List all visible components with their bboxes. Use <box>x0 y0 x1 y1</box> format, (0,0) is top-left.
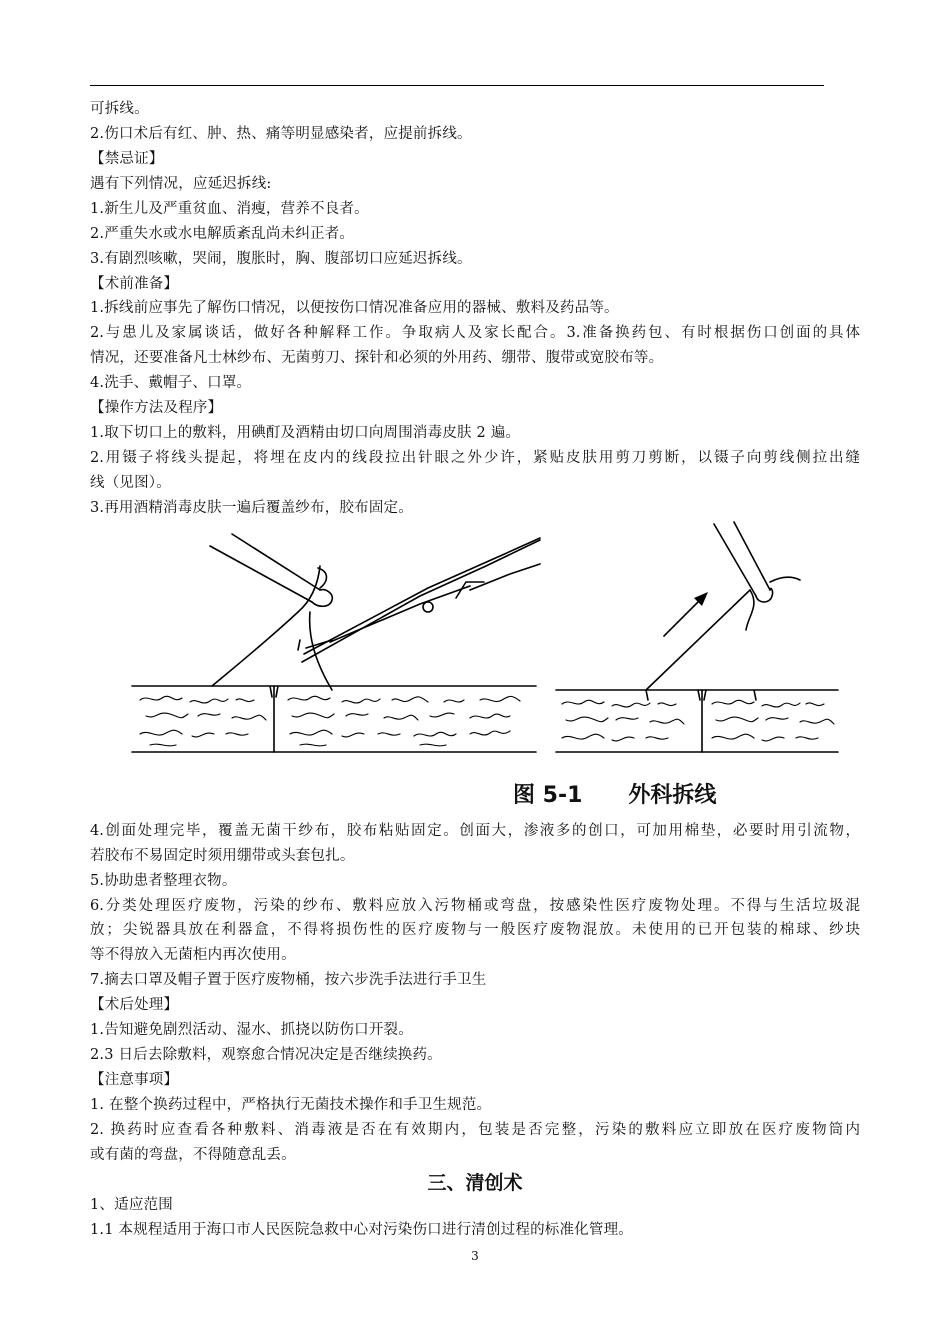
text-line: 3.有剧烈咳嗽，哭闹，腹胀时，胸、腹部切口应延迟拆线。 <box>90 251 472 267</box>
text-line: 线（见图）。 <box>90 475 171 491</box>
text-line: 放；尖锐器具放在利器盒，不得将损伤性的医疗废物与一般医疗废物混放。未使用的已开包装的棉球、纱块 <box>90 922 860 938</box>
text-line: 或有菌的弯盘，不得随意乱丢。 <box>90 1147 296 1163</box>
text-line: 5.协助患者整理衣物。 <box>90 873 237 889</box>
figure-number: 图 5-1 <box>513 783 583 808</box>
text-line: 2.严重失水或水电解质紊乱尚未纠正者。 <box>90 226 355 242</box>
text-line: 2.3 日后去除敷料，观察愈合情况决定是否继续换药。 <box>90 1047 442 1063</box>
page-number: 3 <box>471 1249 479 1263</box>
text-line: 3.再用酒精消毒皮肤一遍后覆盖纱布，胶布固定。 <box>90 500 413 516</box>
text-line: 2. 换药时应查看各种敷料、消毒液是否在有效期内，包装是否完整，污染的敷料应立即放在医疗废物筒内 <box>90 1122 860 1138</box>
text-line: 6.分类处理医疗废物，污染的纱布、敷料应放入污物桶或弯盘，按感染性医疗废物处理。不得与生活垃圾混 <box>90 898 860 914</box>
section-label: 【禁忌证】 <box>90 151 164 167</box>
section-label: 【注意事项】 <box>90 1072 179 1088</box>
text-line: 1.新生儿及严重贫血、消瘦，营养不良者。 <box>90 201 369 217</box>
text-line: 遇有下列情况，应延迟拆线: <box>90 176 272 192</box>
section-label: 【术后处理】 <box>90 997 179 1013</box>
text-line: 1. 在整个换药过程中，严格执行无菌技术操作和手卫生规范。 <box>90 1097 492 1113</box>
text-line: 4.创面处理完毕，覆盖无菌干纱布，胶布粘贴固定。创面大，渗液多的创口，可加用棉垫，必要时用引流物， <box>90 823 860 839</box>
text-line: 7.摘去口罩及帽子置于医疗废物桶，按六步洗手法进行手卫生 <box>90 972 487 988</box>
figure-title: 外科拆线 <box>628 783 717 808</box>
text-line: 若胶布不易固定时须用绷带或头套包扎。 <box>90 848 355 864</box>
section-heading: 三、清创术 <box>427 1172 523 1194</box>
text-line: 情况，还要准备凡士林纱布、无菌剪刀、探针和必须的外用药、绷带、腹带或宽胶布等。 <box>90 350 664 366</box>
text-line: 1.取下切口上的敷料，用碘酊及酒精由切口向周围消毒皮肤 2 遍。 <box>90 425 521 441</box>
text-line: 4.洗手、戴帽子、口罩。 <box>90 375 252 391</box>
text-line: 1.拆线前应事先了解伤口情况，以便按伤口情况准备应用的器械、敷料及药品等。 <box>90 300 619 316</box>
text-line: 等不得放入无菌柜内再次使用。 <box>90 947 296 963</box>
section-label: 【操作方法及程序】 <box>90 400 223 416</box>
text-line: 可拆线。 <box>90 101 149 117</box>
text-line: 2.伤口术后有红、肿、热、痛等明显感染者，应提前拆线。 <box>90 126 472 142</box>
section-label: 【术前准备】 <box>90 276 179 292</box>
text-line: 2.与患儿及家属谈话，做好各种解释工作。争取病人及家长配合。3.准备换药包、有时根据伤口创面的具体 <box>90 325 860 341</box>
text-line: 2.用镊子将线头提起，将埋在皮内的线段拉出针眼之外少许，紧贴皮肤用剪刀剪断，以镊子向剪线侧拉出缝 <box>90 450 860 466</box>
figure-caption <box>513 778 716 809</box>
text-line: 1、适应范围 <box>90 1197 173 1213</box>
text-line: 1.告知避免剧烈活动、湿水、抓挠以防伤口开裂。 <box>90 1022 413 1038</box>
text-line: 1.1 本规程适用于海口市人民医院急救中心对污染伤口进行清创过程的标准化管理。 <box>90 1222 633 1238</box>
